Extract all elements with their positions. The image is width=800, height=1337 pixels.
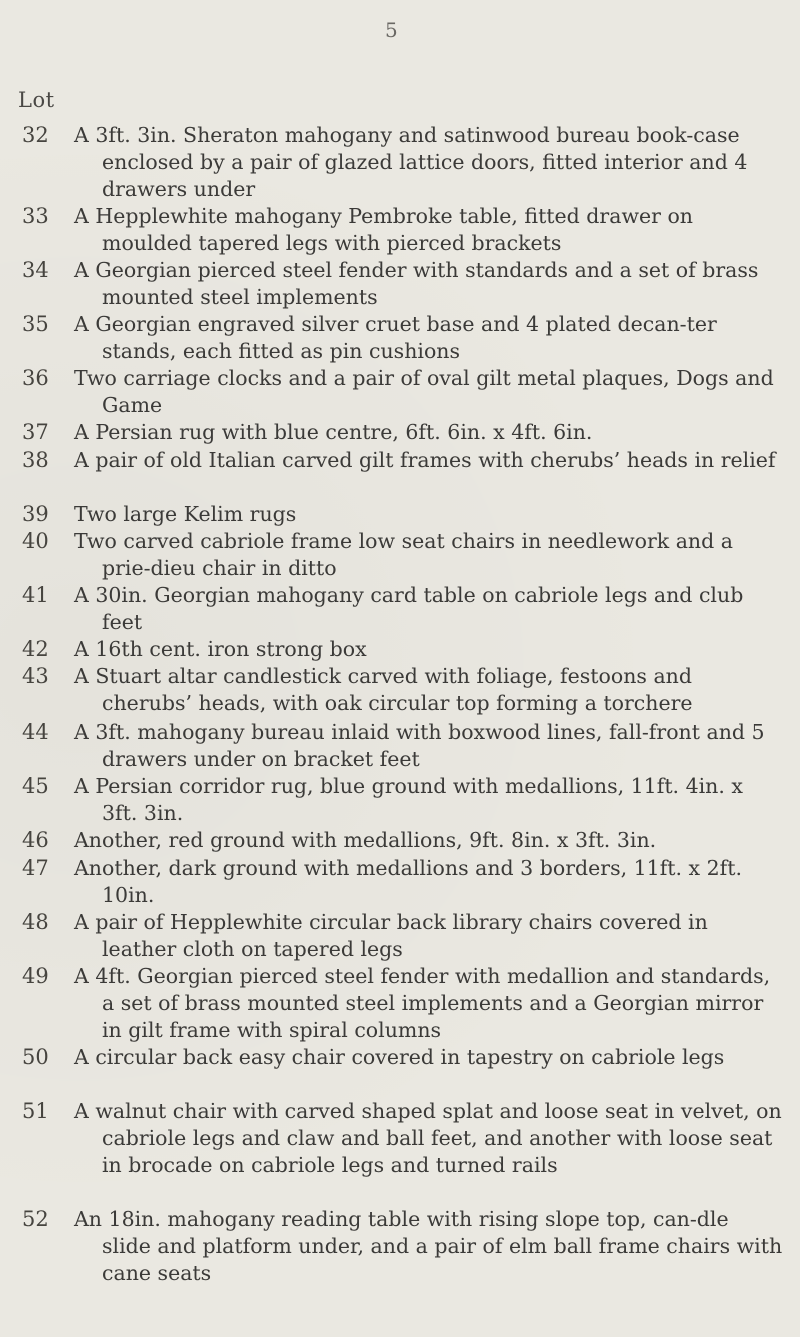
lot-number: 40 [22,529,49,553]
lot-number: 44 [22,720,49,744]
lot-number: 36 [22,366,49,390]
lot-number: 34 [22,258,49,282]
lot-number: 52 [22,1207,49,1231]
lot-description: A 30in. Georgian mahogany card table on cabriole legs and club feet [74,583,744,634]
lot-description: Two carved cabriole frame low seat chairs in needlework and a prie-dieu chair in ditto [74,529,733,580]
lot-description: Another, dark ground with medallions and 3 borders, 11ft. x 2ft. 10in. [74,856,743,907]
lot-description: Two carriage clocks and a pair of oval gilt metal plaques, Dogs and Game [74,366,774,417]
lot-number: 49 [22,964,49,988]
lot-number: 46 [22,828,49,852]
lot-description: A 3ft. 3in. Sheraton mahogany and satinwood bureau book-case enclosed by a pair of glazed lattice doors, fitted interior and 4 drawers under [74,123,748,201]
lot-number: 41 [22,583,49,607]
lot-number: 48 [22,910,49,934]
lot-number: 50 [22,1045,49,1069]
lot-description: A 16th cent. iron strong box [74,637,367,661]
lot-description: A pair of old Italian carved gilt frames with cherubs’ heads in relief [74,448,776,472]
lot-description: An 18in. mahogany reading table with rising slope top, can-dle slide and platform under, and a pair of elm ball frame chairs with cane seats [74,1207,783,1285]
lot-number: 33 [22,204,49,228]
lot-number: 45 [22,774,49,798]
lot-description: A Persian rug with blue centre, 6ft. 6in. x 4ft. 6in. [74,420,593,444]
lot-number: 37 [22,420,49,444]
lot-description: A Stuart altar candlestick carved with foliage, festoons and cherubs’ heads, with oak circular top forming a torchere [74,664,693,715]
lot-description: A Georgian pierced steel fender with standards and a set of brass mounted steel implements [74,258,759,309]
lot-number: 47 [22,856,49,880]
lot-number: 51 [22,1099,49,1123]
lot-description: A 4ft. Georgian pierced steel fender with medallion and standards, a set of brass mounted steel implements and a Georgian mirror in gilt frame with spiral columns [74,964,771,1042]
lot-number: 43 [22,664,49,688]
lot-column-header: Lot [18,88,55,112]
lot-description: Two large Kelim rugs [74,502,297,526]
lot-number: 42 [22,637,49,661]
lot-number: 39 [22,502,49,526]
lot-description: A 3ft. mahogany bureau inlaid with boxwood lines, fall-front and 5 drawers under on bracket feet [74,720,765,771]
lot-description: A walnut chair with carved shaped splat and loose seat in velvet, on cabriole legs and claw and ball feet, and another with loose seat in brocade on cabriole legs and turned rails [74,1099,782,1177]
lot-description: A circular back easy chair covered in tapestry on cabriole legs [74,1045,725,1069]
lot-number: 32 [22,123,49,147]
lot-number: 38 [22,448,49,472]
lot-description: A Georgian engraved silver cruet base and 4 plated decan-ter stands, each fitted as pin cushions [74,312,717,363]
lot-description: A Hepplewhite mahogany Pembroke table, fitted drawer on moulded tapered legs with pierced brackets [74,204,693,255]
lot-description: A pair of Hepplewhite circular back library chairs covered in leather cloth on tapered legs [74,910,708,961]
lot-description: Another, red ground with medallions, 9ft. 8in. x 3ft. 3in. [74,828,657,852]
lot-description: A Persian corridor rug, blue ground with medallions, 11ft. 4in. x 3ft. 3in. [74,774,743,825]
page-number: 5 [385,18,398,42]
lot-number: 35 [22,312,49,336]
